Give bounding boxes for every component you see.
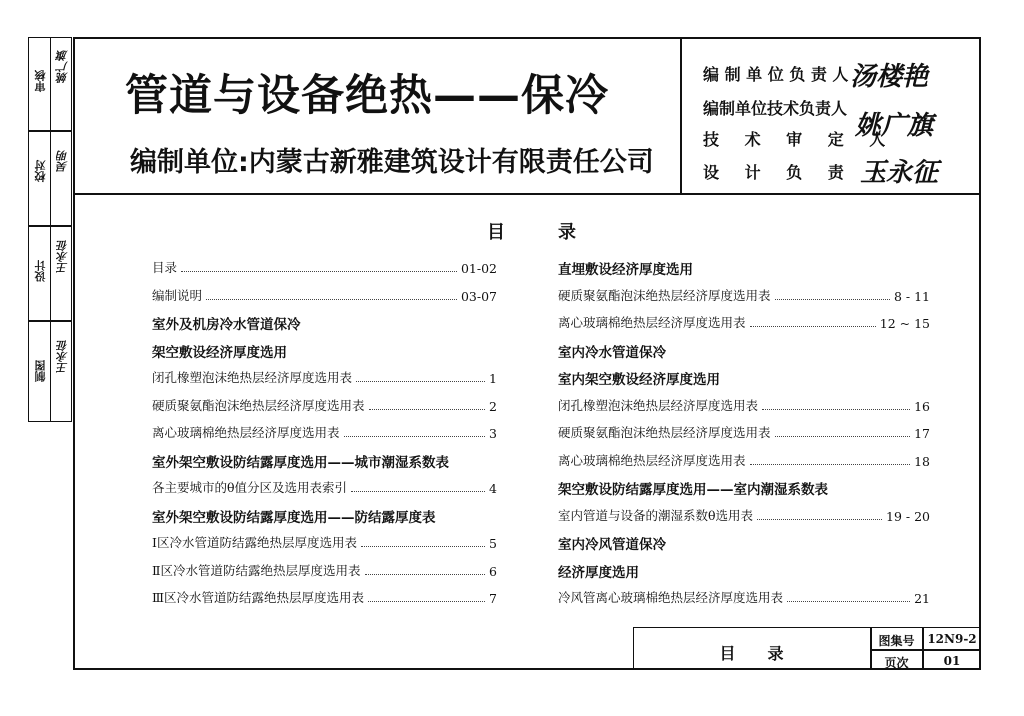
toc-entry[interactable] (152, 368, 497, 386)
leader-dots (762, 408, 910, 410)
side-center-line (50, 37, 51, 422)
page-value: 01 (943, 654, 961, 668)
toc-entry[interactable] (152, 286, 497, 304)
toc-entry-page: 4 (489, 481, 497, 496)
toc-entry-title: 离心玻璃棉绝热层经济厚度选用表 (558, 452, 746, 468)
leader-dots (750, 325, 876, 327)
leader-dots (775, 298, 890, 300)
role-label: 编制单位技术负责人 (703, 99, 848, 118)
toc-entry-title: 闭孔橡塑泡沫绝热层经济厚度选用表 (558, 397, 759, 413)
toc-entry-title: 室内管道与设备的潮湿系数θ选用表 (558, 507, 754, 523)
toc-entry-page: 8 - 11 (893, 288, 930, 304)
organization: 编制单位:内蒙古新雅建筑设计有限责任公司 (130, 147, 654, 178)
toc-entry-title: 目录 (152, 260, 178, 275)
toc-entry[interactable] (558, 423, 930, 441)
role-label: 技 术 审 定 人 (703, 130, 896, 149)
toc-entry-page: 12 ~ 15 (879, 316, 930, 331)
leader-dots (787, 600, 910, 602)
toc-entry[interactable] (152, 588, 497, 606)
side-signature: 吴明 (56, 150, 69, 172)
toc-entry[interactable] (558, 313, 930, 331)
toc-entry[interactable] (152, 396, 497, 414)
toc-entry-page: 2 (489, 398, 497, 414)
toc-entry-page: 21 (914, 591, 930, 606)
toc-entry-title: 硬质聚氨酯泡沫绝热层经济厚度选用表 (558, 287, 771, 303)
toc-entry-page: 5 (489, 536, 497, 551)
toc-section-heading: 室外架空敷设防结露厚度选用——防结露厚度表 (152, 509, 436, 526)
toc-heading-left: 目 (487, 222, 505, 243)
toc-entry[interactable] (558, 506, 930, 524)
role-label: 编 制 单 位 负 责 人 (703, 65, 849, 84)
toc-entry-title: Ⅲ区冷水管道防结露绝热层厚度选用表 (152, 590, 365, 605)
footer-title: 目 录 (719, 644, 784, 663)
header-divider (73, 193, 981, 195)
signature: 王永征 (860, 158, 939, 188)
toc-entry[interactable] (152, 258, 497, 276)
toc-entry-page: 7 (489, 591, 497, 606)
signature: 姚广旗 (855, 111, 934, 141)
toc-entry[interactable] (152, 561, 497, 579)
leader-dots (368, 600, 485, 602)
toc-section-heading: 直埋敷设经济厚度选用 (558, 262, 693, 278)
toc-section-heading: 架空敷设防结露厚度选用——室内潮湿系数表 (558, 482, 828, 498)
side-label: 设计 (34, 260, 47, 282)
atlas-label: 图集号 (878, 634, 915, 648)
side-signature: 王永征 (56, 340, 69, 373)
side-label: 制图 (34, 360, 47, 382)
toc-entry-title: 闭孔橡塑泡沫绝热层经济厚度选用表 (152, 370, 353, 385)
leader-dots (775, 435, 911, 437)
toc-entry-page: 03-07 (460, 288, 497, 304)
toc-entry[interactable] (558, 588, 930, 606)
toc-entry-title: Ⅱ区冷水管道防结露绝热层厚度选用表 (152, 562, 361, 578)
toc-entry-page: 17 (914, 426, 930, 441)
toc-entry-page: 16 (914, 398, 930, 414)
page-label: 页次 (884, 656, 909, 670)
leader-dots (365, 573, 486, 575)
toc-entry-page: 3 (489, 426, 497, 441)
page-title: 管道与设备绝热——保冷 (125, 71, 609, 121)
leader-dots (206, 298, 457, 300)
toc-entry[interactable] (152, 423, 497, 441)
toc-section-heading: 室内架空敷设经济厚度选用 (558, 372, 720, 388)
toc-entry[interactable] (558, 286, 930, 304)
toc-entry[interactable] (558, 451, 930, 469)
toc-entry-page: 18 (914, 453, 930, 469)
toc-entry-page: 6 (489, 563, 497, 579)
footer-divider (870, 649, 981, 651)
side-signature: 王永征 (56, 240, 69, 273)
toc-entry[interactable] (152, 478, 497, 496)
leader-dots (369, 408, 486, 410)
atlas-value: 12N9-2 (927, 632, 977, 646)
toc-entry-title: Ⅰ区冷水管道防结露绝热层厚度选用表 (152, 535, 357, 550)
toc-entry-title: 离心玻璃棉绝热层经济厚度选用表 (558, 315, 746, 330)
header-vertical-divider (680, 37, 682, 195)
signature: 汤楼艳 (850, 62, 929, 92)
leader-dots (750, 463, 911, 465)
toc-section-heading: 室外架空敷设防结露厚度选用——城市潮湿系数表 (152, 454, 449, 471)
toc-entry[interactable] (152, 533, 497, 551)
toc-section-heading: 经济厚度选用 (558, 564, 639, 581)
toc-entry-title: 硬质聚氨酯泡沫绝热层经济厚度选用表 (558, 425, 771, 440)
toc-entry-title: 各主要城市的θ值分区及选用表索引 (152, 480, 348, 495)
toc-entry-page: 01-02 (460, 261, 497, 276)
leader-dots (351, 490, 485, 492)
toc-section-heading: 架空敷设经济厚度选用 (152, 344, 287, 361)
toc-entry-title: 硬质聚氨酯泡沫绝热层经济厚度选用表 (152, 397, 365, 413)
toc-section-heading: 室内冷风管道保冷 (558, 537, 666, 553)
toc-entry-page: 19 - 20 (886, 508, 930, 524)
side-signature: 姚广旗 (56, 50, 69, 83)
toc-entry-title: 编制说明 (152, 287, 203, 303)
role-label: 设 计 负 责 人 (703, 163, 896, 182)
leader-dots (181, 270, 457, 272)
leader-dots (344, 435, 486, 437)
toc-entry-title: 离心玻璃棉绝热层经济厚度选用表 (152, 425, 340, 440)
toc-entry[interactable] (558, 396, 930, 414)
toc-entry-page: 1 (489, 371, 497, 386)
toc-section-heading: 室外及机房冷水管道保冷 (152, 317, 301, 333)
toc-entry-title: 冷风管离心玻璃棉绝热层经济厚度选用表 (558, 590, 784, 605)
toc-heading-right: 录 (558, 222, 576, 243)
leader-dots (757, 518, 882, 520)
side-label: 校对 (34, 160, 47, 182)
leader-dots (361, 545, 485, 547)
side-label: 审核 (34, 70, 47, 92)
leader-dots (356, 380, 485, 382)
toc-section-heading: 室内冷水管道保冷 (558, 344, 666, 361)
